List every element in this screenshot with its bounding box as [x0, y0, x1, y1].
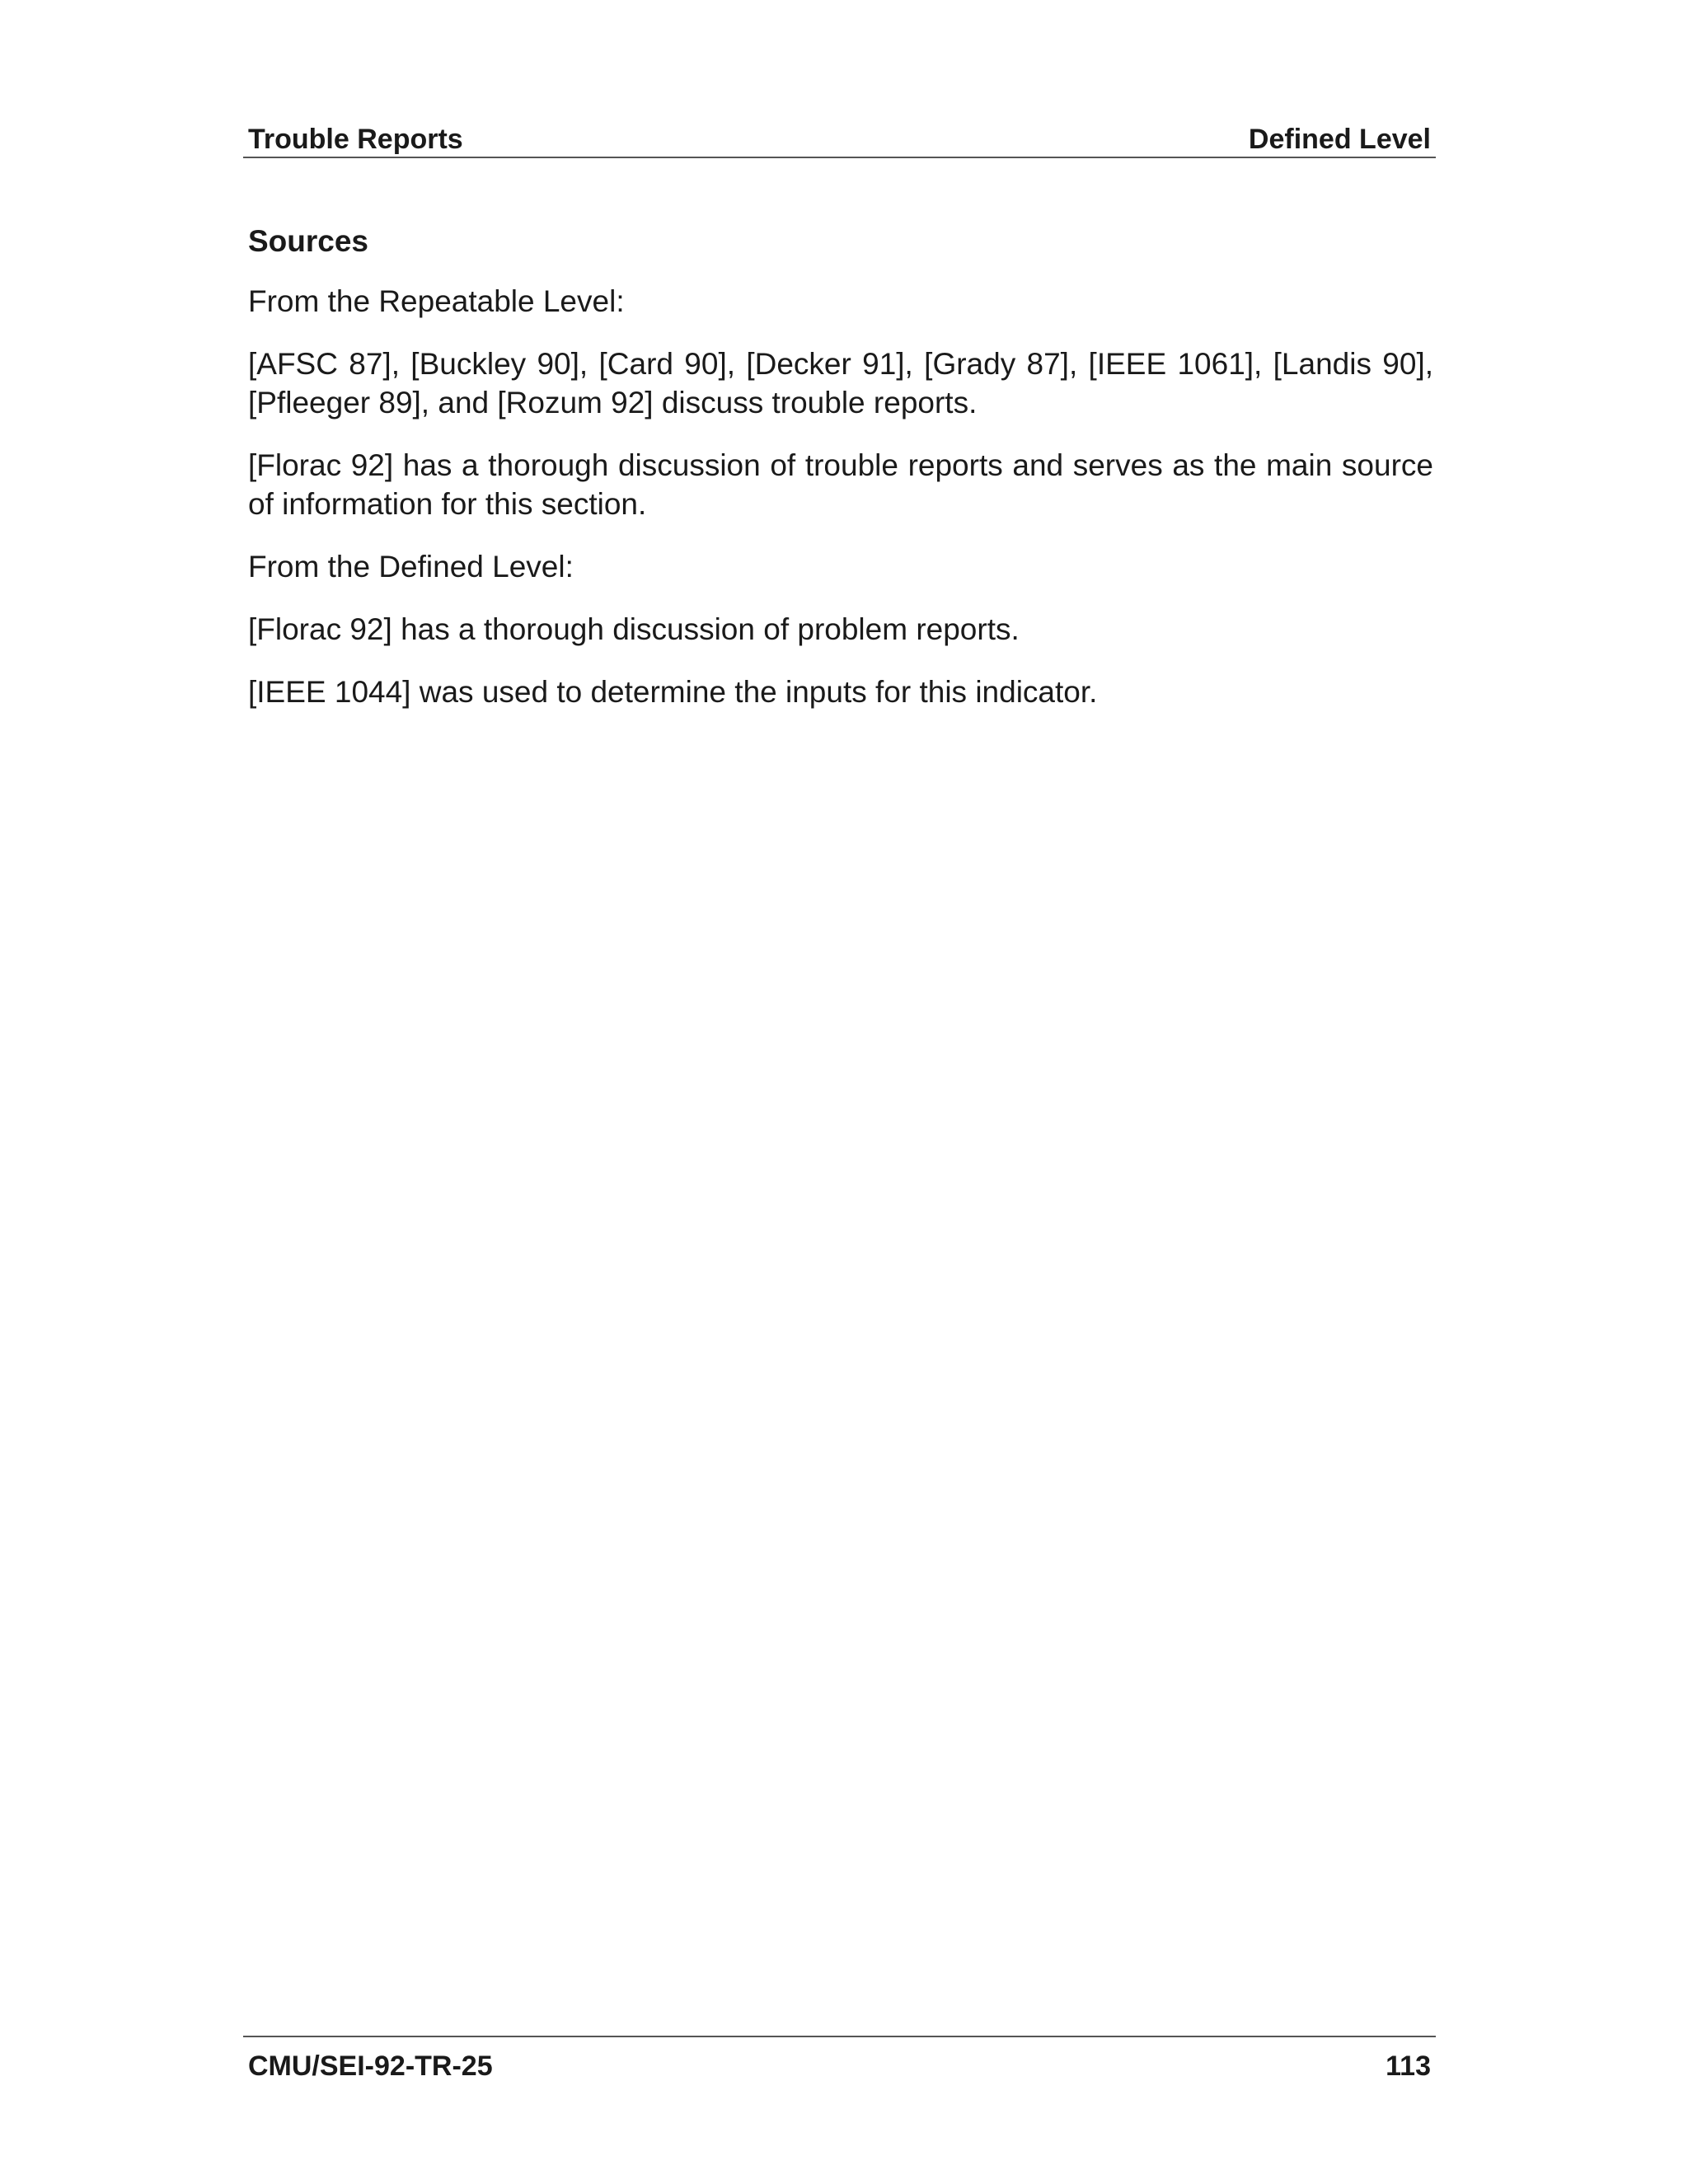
paragraph-repeatable-florac: [Florac 92] has a thorough discussion of trouble reports and serves as the main source of information for this section. — [248, 448, 1433, 521]
section-heading: Sources — [248, 224, 369, 258]
footer-report-id: CMU/SEI-92-TR-25 — [248, 2050, 493, 2082]
page-number: 113 — [1386, 2050, 1431, 2082]
paragraph-defined-intro: From the Defined Level: — [248, 550, 574, 583]
paragraph-defined-ieee: [IEEE 1044] was used to determine the inputs for this indicator. — [248, 675, 1098, 709]
header-level-title: Defined Level — [1248, 124, 1431, 155]
paragraph-repeatable-intro: From the Repeatable Level: — [248, 284, 625, 318]
page-body — [248, 221, 1433, 735]
running-footer — [243, 2036, 1436, 2087]
paragraph-defined-florac: [Florac 92] has a thorough discussion of problem reports. — [248, 612, 1020, 646]
running-header — [243, 122, 1436, 158]
paragraph-repeatable-references: [AFSC 87], [Buckley 90], [Card 90], [Decker 91], [Grady 87], [IEEE 1061], [Landis 90], [Pfleeger 89], and [Rozum 92] discuss trouble reports. — [248, 347, 1433, 419]
header-section-title: Trouble Reports — [248, 124, 463, 155]
